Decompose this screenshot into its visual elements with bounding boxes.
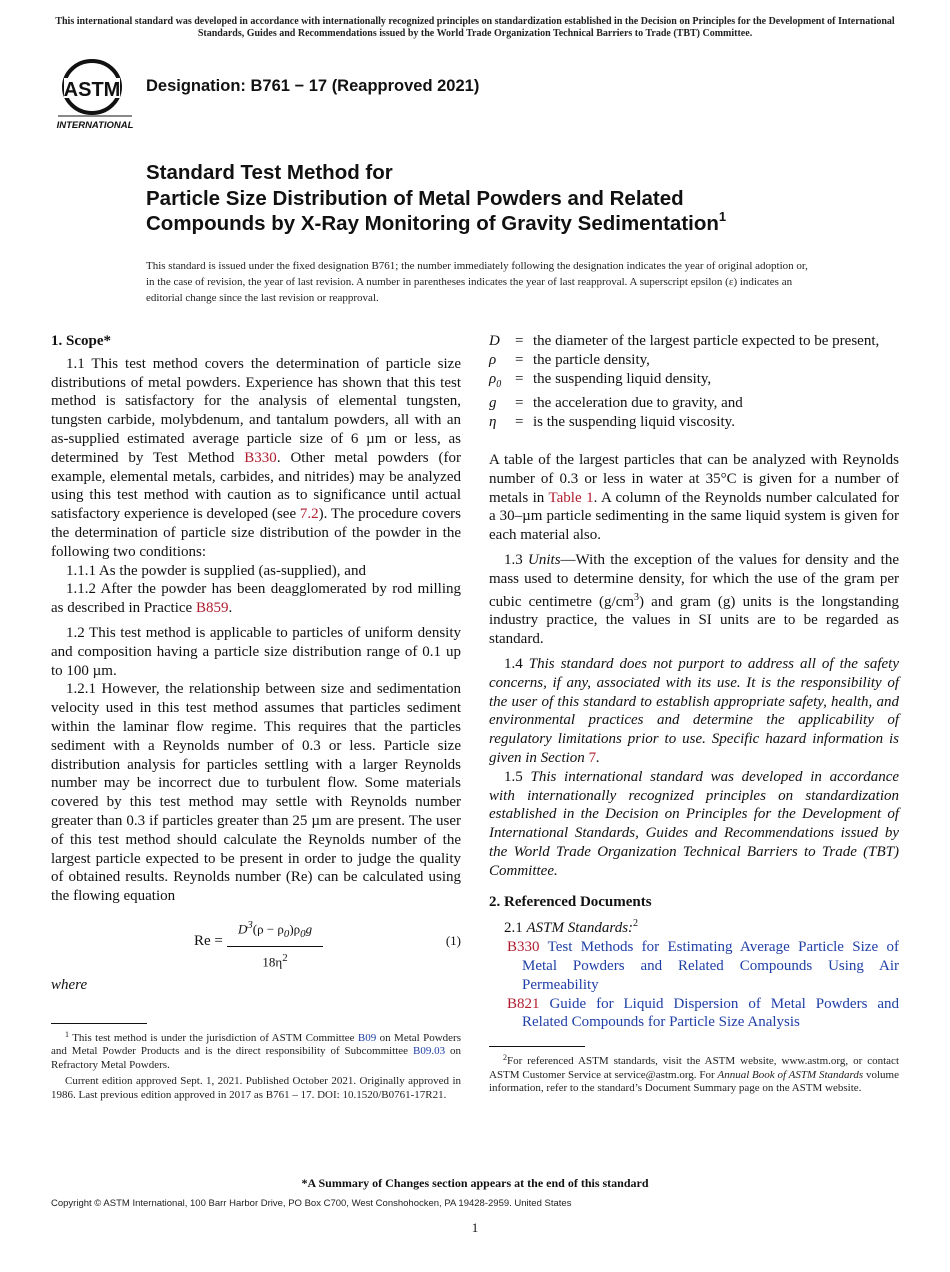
link-7-2[interactable]: 7.2	[299, 506, 319, 523]
logo-text: ASTM	[63, 79, 121, 101]
equation-numerator: $D^3(\rho - \rho_0)\rho_0g$	[227, 916, 323, 947]
link-b330[interactable]: B330	[244, 449, 277, 466]
equation-denominator: $18\eta^2$	[262, 951, 288, 969]
footnote-edition: Current edition approved Sept. 1, 2021. Published October 2021. Originally approved in 1986. Last previous edition approved in 2017 as B761 – 17. DOI: 10.1520/B0761-17R21.	[51, 1075, 461, 1102]
var-sym: D	[489, 333, 500, 349]
link-section-7[interactable]: 7	[588, 749, 597, 766]
var-sym: $\rho_0$	[489, 370, 502, 390]
reference-list	[489, 938, 899, 1032]
para-1-4: 1.4 This standard does not purport to address all of the safety concerns, if any, associated with its use. It is the responsibility of the user of this standard to establish appropriate safety, health, and environmental practices and determine the applicability of regulatory limitations prior to use. Specific hazard information is given in Section 7.	[489, 655, 899, 766]
top-notice: This international standard was developed in accordance with internationally recognized principles on standardization established in the Decision on Principles for the Development of International Standards, Guides and Recommendations issued by the World Trade Organization Technical Barriers to Trade (TBT) Committee.	[55, 16, 895, 39]
title-footnote-mark: 1	[718, 209, 727, 224]
left-column	[51, 332, 461, 1103]
copyright: Copyright © ASTM International, 100 Barr Harbor Drive, PO Box C700, West Conshohocken, PA 19428-2959. United States	[51, 1198, 572, 1209]
footnote-divider	[51, 1023, 147, 1024]
var-desc: is the suspending liquid viscosity.	[533, 414, 735, 431]
summary-note: *A Summary of Changes section appears at the end of this standard	[301, 1176, 649, 1190]
var-desc: the suspending liquid density,	[533, 370, 712, 387]
issued-note: This standard is issued under the fixed designation B761; the number immediately following the designation indicates the year of original adoption or, in the case of revision, the year of last revision. A number in parentheses indicates the year of last reapproval. A superscript epsilon (ε) indicates an editorial change since the last revision or reapproval.	[146, 260, 808, 304]
footnote-divider	[489, 1046, 585, 1047]
logo-subtext: INTERNATIONAL	[56, 120, 134, 131]
footnote-1: $^1$ This test method is under the jurisdiction of ASTM Committee B09 on Metal Powders and Metal Powder Products and is the direct responsibility of Subcommittee B09.03 on Refractory Metal Powders.	[51, 1029, 461, 1071]
link-b09-03[interactable]: B09.03	[412, 1045, 446, 1058]
var-desc: the particle density,	[533, 351, 650, 368]
equation-number: (1)	[445, 932, 461, 948]
link-b859[interactable]: B859	[195, 600, 229, 617]
title-line-2: Particle Size Distribution of Metal Powders and Related	[146, 186, 684, 210]
referenced-documents-heading: 2. Referenced Documents	[489, 893, 652, 910]
equation-lhs: Re =	[194, 932, 223, 949]
var-sym: η	[489, 414, 497, 431]
reference-item[interactable]: B821 Guide for Liquid Dispersion of Metal Powders and Related Compounds for Particle Size Analysis	[507, 995, 900, 1031]
title-line-3: Compounds by X-Ray Monitoring of Gravity Sedimentation$^1$	[146, 209, 727, 235]
var-sym: g	[489, 395, 497, 412]
para-1-1: 1.1 This test method covers the determination of particle size distributions of metal powders. Experience has shown that this test method is satisfactory for the analysis of elemental tungsten, tungsten carbide, molybdenum, and tantalum powders, all with an as-supplied estimated average particle size of 6 µm or less, as determined by Test Method B330. Other metal powders (for example, elemental metals, carbides, and nitrides) may be analyzed using this test method with caution as to significance until actual satisfactory experience is developed (see 7.2). The procedure covers the determination of particle size distribution of the powder in the following two conditions:	[51, 355, 461, 560]
table-paragraph: A table of the largest particles that can be analyzed with Reynolds number of 0.3 or less in water at 35°C is given for a number of metals in Table 1. A column of the Reynolds number calculated for a 30–µm particle sedimenting in the same liquid system is given for each material also.	[489, 451, 899, 544]
para-1-1-1: 1.1.1 As the powder is supplied (as-supplied), and	[66, 562, 366, 579]
footnote-2: $^2$For referenced ASTM standards, visit the ASTM website, www.astm.org, or contact ASTM Customer Service at service@astm.org. For Annual Book of ASTM Standards volume information, refer to the standard’s Document Summary page on the ASTM website.	[489, 1053, 899, 1095]
var-desc: the acceleration due to gravity, and	[533, 395, 743, 412]
equation-fraction	[227, 916, 323, 972]
variable-definitions: D = the diameter of the largest particle expected to be present, ρ = the particle density, $\rho_0$ = the suspending liquid density, g = the acceleration due to gravity, and η = is the suspending liquid viscosity.	[489, 332, 899, 432]
link-b09[interactable]: B09	[357, 1031, 377, 1044]
right-column	[489, 332, 899, 1096]
para-1-2-1: 1.2.1 However, the relationship between size and sedimentation velocity used in this test method assumes that particles sediment within the laminar flow regime. This requires that the particles sediment with a Reynolds number of 0.3 or less. Particle size distribution analysis for particles settling with a larger Reynolds number may be incorrect due to turbulent flow. Some materials covered by this test method may settle with Reynolds number greater than 0.3 if particles greater than 25 µm are present. The user of this test method should calculate the Reynolds number of the largest particle expected to be present in order to judge the quality of obtained results. Reynolds number (Re) can be calculated using the flowing equation	[51, 681, 461, 905]
scope-heading: 1. Scope*	[51, 333, 111, 349]
var-desc: the diameter of the largest particle expected to be present,	[533, 333, 880, 349]
where-label: where	[51, 976, 88, 993]
para-1-2: 1.2 This test method is applicable to particles of uniform density and composition having a particle size distribution range of 0.1 up to 100 µm.	[51, 624, 461, 679]
para-1-3: 1.3 Units—With the exception of the values for density and the mass used to determine density, for which the use of the gram per cubic centimetre $(g/cm^3)$ and gram (g) units is the longstanding industry practice, the values in SI units are to be regarded as standard.	[489, 551, 899, 648]
astm-standards-label: 2.1 ASTM Standards:$^2$	[504, 918, 639, 937]
reference-item[interactable]: B330 Test Methods for Estimating Average Particle Size of Metal Powders and Related Compounds Using Air Permeability	[507, 939, 899, 993]
page-number: 1	[471, 1220, 479, 1235]
designation: Designation: B761 − 17 (Reapproved 2021)	[146, 77, 480, 95]
var-sym: ρ	[489, 351, 497, 368]
para-1-1-2: 1.1.2 After the powder has been deagglomerated by rod milling as described in Practice B859.	[51, 581, 461, 617]
reynolds-equation	[51, 916, 461, 968]
astm-logo-icon	[52, 56, 136, 132]
link-table-1[interactable]: Table 1	[548, 489, 594, 506]
title-line-1: Standard Test Method for	[146, 161, 393, 184]
document-title	[146, 160, 866, 237]
para-1-5: 1.5 This international standard was developed in accordance with internationally recognized principles on standardization established in the Decision on Principles for the Development of International Standards, Guides and Recommendations issued by the World Trade Organization Technical Barriers to Trade (TBT) Committee.	[489, 768, 900, 879]
